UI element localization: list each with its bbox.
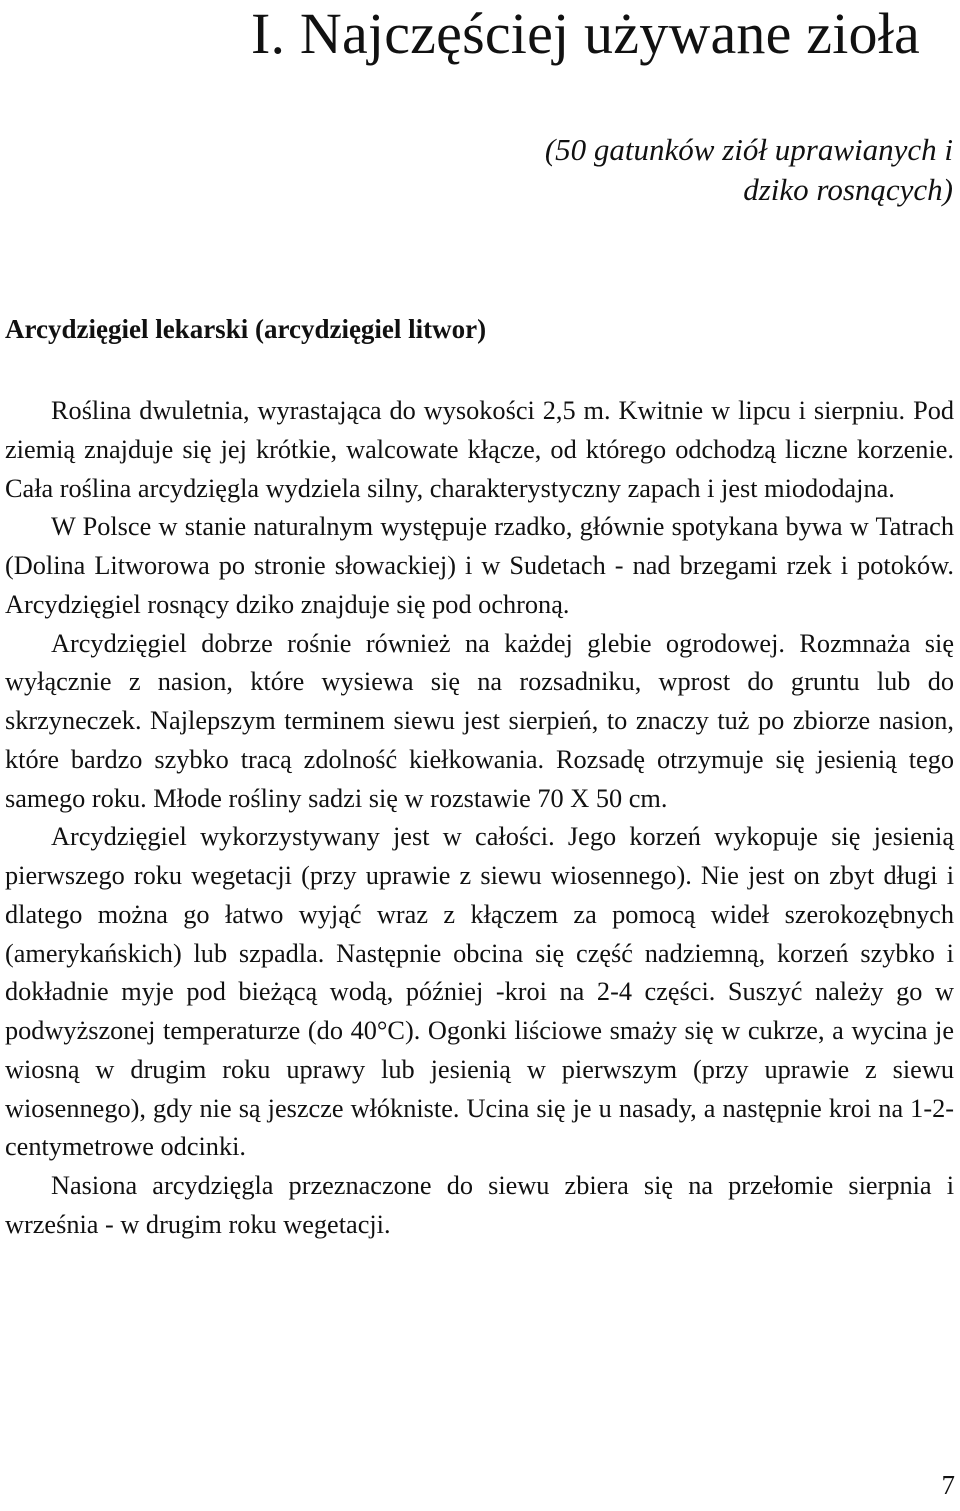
- chapter-subtitle-line-2: dziko rosnących): [743, 172, 953, 207]
- chapter-subtitle-line-1: (50 gatunków ziół uprawianych i: [544, 132, 953, 167]
- herb-name: Arcydzięgiel lekarski: [5, 314, 249, 344]
- herb-heading: [5, 311, 486, 347]
- paragraph-description: Roślina dwuletnia, wyrastająca do wysokości 2,5 m. Kwitnie w lipcu i sierpniu. Pod ziemią znajduje się jej krótkie, walcowate kłącze, od którego odchodzą liczne korzenie. Cała roślina arcydzięgla wydziela silny, charakterystyczny zapach i jest miododajna.: [5, 396, 954, 503]
- paragraph-occurrence: W Polsce w stanie naturalnym występuje rzadko, głównie spotykana bywa w Tatrach (Dolina Litworowa po stronie słowackiej) i w Sudetach - nad brzegami rzek i potoków. Arcydzięgiel rosnący dziko znajduje się pod ochroną.: [5, 512, 954, 619]
- paragraph-cultivation: Arcydzięgiel dobrze rośnie również na każdej glebie ogrodowej. Rozmnaża się wyłącznie z nasion, które wysiewa się na rozsadniku, wprost do gruntu lub do skrzyneczek. Najlepszym terminem siewu jest sierpień, to znaczy tuż po zbiorze nasion, które bardzo szybko tracą zdolność kiełkowania. Rozsadę otrzymuje się jesienią tego samego roku. Młode rośliny sadzi się w rozstawie 70 X 50 cm.: [5, 628, 954, 813]
- body-text: [5, 392, 954, 1245]
- herb-alias: (arcydzięgiel litwor): [248, 314, 487, 344]
- paragraph-harvest: Arcydzięgiel wykorzystywany jest w całości. Jego korzeń wykopuje się jesienią pierwszego roku wegetacji (przy uprawie z siewu wiosennego). Nie jest on zbyt długi i dlatego można go łatwo wyjąć wraz z kłączem za pomocą wideł szerokozębnych (amerykańskich) lub szpadla. Następnie obcina się część nadziemną, korzeń szybko i dokładnie myje pod bieżącą wodą, później -kroi na 2-4 części. Suszyć należy go w podwyższonej temperaturze (do 40°C). Ogonki liściowe smaży się w cukrze, a wycina je wiosną w drugim roku uprawy lub jesienią w pierwszym (przy uprawie z siewu wiosennego), gdy nie są jeszcze włókniste. Ucina się je u nasady, a następnie kroi na 1-2-centymetrowe odcinki.: [5, 822, 954, 1162]
- page-number: 7: [941, 1470, 955, 1500]
- paragraph-seeds: Nasiona arcydzięgla przeznaczone do siewu zbiera się na przełomie sierpnia i września - w drugim roku wegetacji.: [5, 1171, 954, 1239]
- chapter-title: I. Najczęściej używane zioła: [250, 1, 920, 66]
- chapter-subtitle: [420, 130, 953, 210]
